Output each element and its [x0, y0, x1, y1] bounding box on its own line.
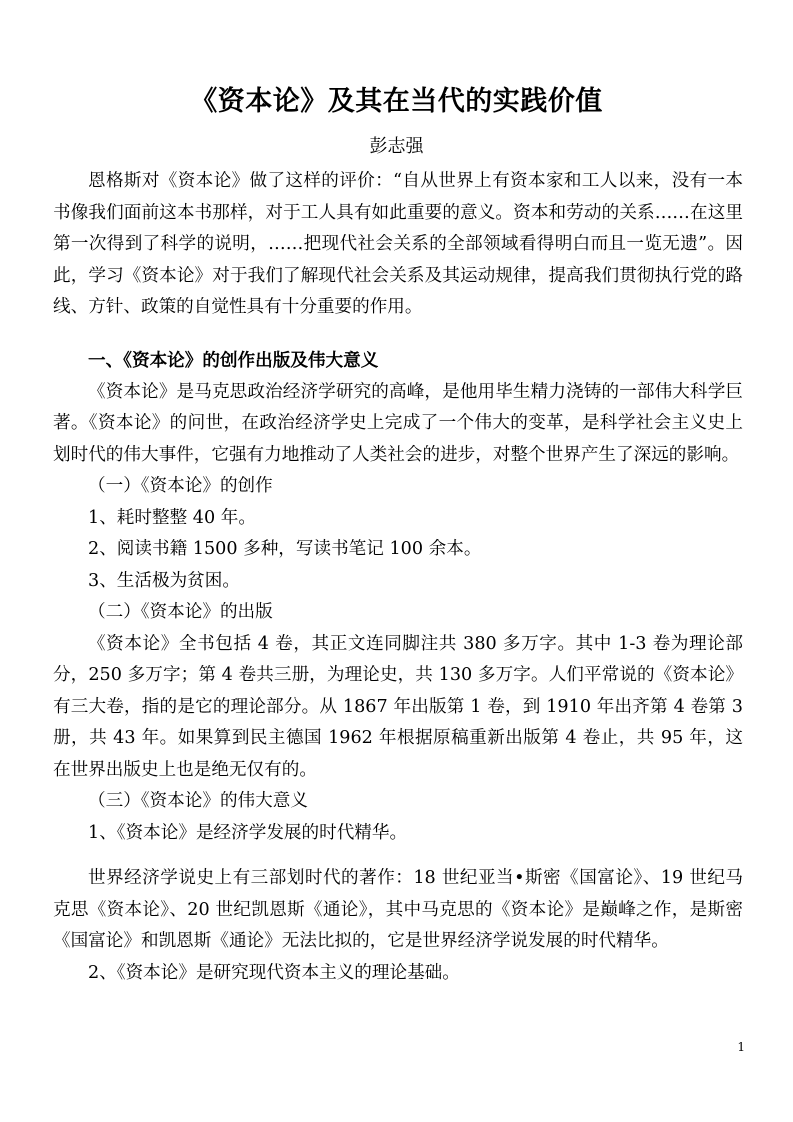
- section-1-paragraph: 《资本论》是马克思政治经济学研究的高峰，是他用毕生精力浇铸的一部伟大科学巨著。《资本论》的问世，在政治经济学史上完成了一个伟大的变革，是科学社会主义史上划时代的伟大事件，它强有力地推动了人类社会的进步，对整个世界产生了深远的影响。: [53, 381, 743, 465]
- subsection-2-paragraph: 《资本论》全书包括 4 卷，其正文连同脚注共 380 多万字。其中 1-3 卷为理论部分，250 多万字；第 4 卷共三册，为理论史，共 130 多万字。人们平常说的《资本论》有三大卷，指的是它的理论部分。从 1867 年出版第 1 卷，到 1910 年出齐第 4 卷第 3 册，共 43 年。如果算到民主德国 1962 年根据原稿重新出版第 4 卷止，共 95 年，这在世界出版史上也是绝无仅有的。: [53, 633, 743, 780]
- section-1-heading: 一、《资本论》的创作出版及伟大意义: [88, 350, 379, 371]
- author-name: 彭志强: [369, 136, 424, 157]
- intro-paragraph: 恩格斯对《资本论》做了这样的评价：“自从世界上有资本家和工人以来，没有一本书像我们面前这本书那样，对于工人具有如此重要的意义。资本和劳动的关系……在这里第一次得到了科学的说明，……把现代社会关系的全部领域看得明白而且一览无遗”。因此，学习《资本论》对于我们了解现代社会关系及其运动规律，提高我们贯彻执行党的路线、方针、政策的自觉性具有十分重要的作用。: [53, 171, 743, 317]
- subsection-1-item: 2、阅读书籍 1500 多种，写读书笔记 100 余本。: [88, 539, 482, 559]
- section-1: [53, 345, 743, 989]
- subsection-1-item: 3、生活极为贫困。: [88, 570, 240, 591]
- subsection-3-point-2: 2、《资本论》是研究现代资本主义的理论基础。: [88, 962, 460, 983]
- document-title: 《资本论》及其在当代的实践价值: [190, 86, 603, 117]
- subsection-1-heading: （一）《资本论》的创作: [88, 476, 273, 496]
- subsection-2-heading: （二）《资本论》的出版: [88, 602, 273, 622]
- subsection-3-point-1: 1、《资本论》是经济学发展的时代精华。: [88, 822, 408, 843]
- intro-block: [53, 166, 743, 324]
- subsection-3-heading: （三）《资本论》的伟大意义: [88, 791, 308, 811]
- subsection-3-point-1-paragraph: 世界经济学说史上有三部划时代的著作：18 世纪亚当•斯密《国富论》、19 世纪马克思《资本论》、20 世纪凯恩斯《通论》，其中马克思的《资本论》是巅峰之作，是斯密《国富论》和凯恩斯《通论》无法比拟的，它是世界经济学说发展的时代精华。: [53, 868, 743, 951]
- spacer: [53, 849, 743, 863]
- subsection-1-item: 1、耗时整整 40 年。: [88, 507, 256, 528]
- page-number: 1: [737, 1040, 745, 1054]
